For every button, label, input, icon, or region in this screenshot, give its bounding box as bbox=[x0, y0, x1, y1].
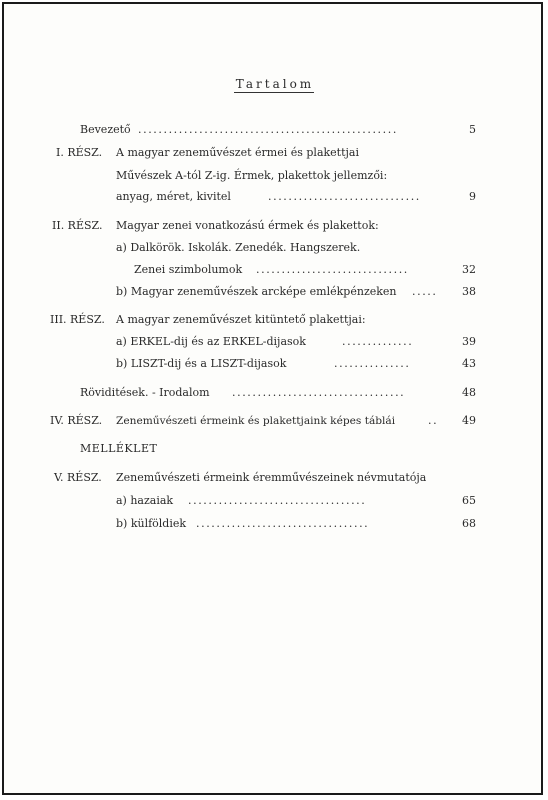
toc-dots: .............................. bbox=[268, 190, 421, 203]
toc-entry-text: Magyar zenei vonatkozású érmek és plakettok: bbox=[116, 219, 379, 232]
toc-page-number: 32 bbox=[462, 263, 476, 276]
toc-page-number: 9 bbox=[469, 190, 476, 203]
toc-dots: .............................. bbox=[256, 263, 409, 276]
toc-page-number: 49 bbox=[462, 414, 476, 427]
toc-entry-text: b) LISZT-dij és a LISZT-dijasok bbox=[116, 357, 287, 370]
toc-entry-text: anyag, méret, kivitel bbox=[116, 190, 231, 203]
toc-entry-text: Zenei szimbolumok bbox=[134, 263, 243, 276]
toc-entry-rovidites: Röviditések. - Irodalom bbox=[80, 386, 210, 399]
part-label: II. RÉSZ. bbox=[52, 219, 103, 232]
toc-dots: ..... bbox=[412, 285, 438, 298]
toc-entry-text: a) Dalkörök. Iskolák. Zenedék. Hangszerek. bbox=[116, 241, 361, 254]
toc-entry-text: A magyar zeneművészet érmei és plakettjai bbox=[116, 146, 359, 159]
toc-page-number: 38 bbox=[462, 285, 476, 298]
toc-entry-text: b) külföldiek bbox=[116, 517, 187, 530]
toc-dots: ................................... bbox=[188, 494, 367, 507]
toc-title-text: Tartalom bbox=[235, 77, 315, 91]
toc-entry-text: a) hazaiak bbox=[116, 494, 174, 507]
toc-dots: ................................................... bbox=[138, 123, 398, 136]
toc-page-number: 43 bbox=[462, 357, 476, 370]
toc-entry-text: a) ERKEL-dij és az ERKEL-dijasok bbox=[116, 335, 306, 348]
part-label: V. RÉSZ. bbox=[54, 471, 102, 484]
toc-dots: .................................. bbox=[232, 386, 406, 399]
toc-entry-text: b) Magyar zeneművészek arcképe emlékpénzeken bbox=[116, 285, 397, 298]
toc-entry-bevezeto: Bevezető bbox=[80, 123, 131, 136]
toc-dots: .................................. bbox=[196, 517, 370, 530]
appendix-heading: MELLÉKLET bbox=[80, 442, 158, 455]
toc-dots: .............. bbox=[342, 335, 414, 348]
toc-page-number: 48 bbox=[462, 386, 476, 399]
part-label: III. RÉSZ. bbox=[50, 313, 105, 326]
toc-page-number: 5 bbox=[469, 123, 476, 136]
toc-dots: .. bbox=[428, 414, 439, 427]
toc-entry-text: Zeneművészeti érmeink és plakettjaink képes táblái bbox=[116, 415, 396, 427]
part-label: IV. RÉSZ. bbox=[50, 414, 103, 427]
toc-dots: ............... bbox=[334, 357, 411, 370]
toc-entry-text: Zeneművészeti érmeink éremművészeinek névmutatója bbox=[116, 471, 427, 484]
toc-page-number: 65 bbox=[462, 494, 476, 507]
toc-page-number: 39 bbox=[462, 335, 476, 348]
toc-entry-text: A magyar zeneművészet kitüntető plakettjai: bbox=[116, 313, 366, 326]
toc-title bbox=[0, 77, 548, 91]
part-label: I. RÉSZ. bbox=[56, 146, 103, 159]
toc-entry-text: Művészek A-tól Z-ig. Érmek, plakettok jellemzői: bbox=[116, 169, 388, 182]
toc-page-number: 68 bbox=[462, 517, 476, 530]
